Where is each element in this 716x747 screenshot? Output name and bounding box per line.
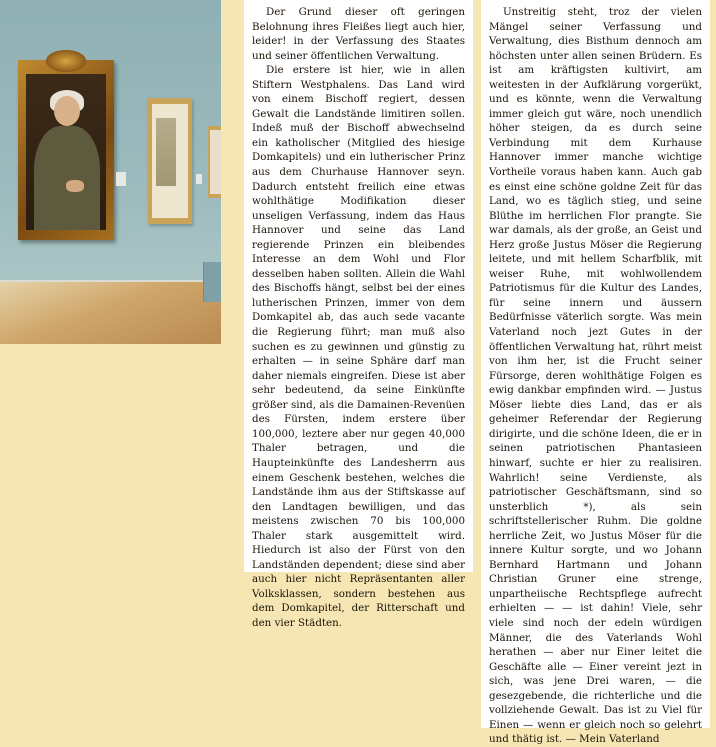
portrait-canvas	[26, 74, 106, 230]
side-frame-mat	[210, 130, 221, 194]
side-frame	[208, 126, 221, 198]
museum-photo	[0, 0, 221, 344]
portrait-hand	[66, 180, 84, 192]
wooden-floor	[0, 282, 221, 344]
text-column-right	[481, 0, 710, 746]
paragraph: Die erstere ist hier, wie in allen Stiftern Westphalens. Das Land wird von einem Bischoff regiert, dessen Gewalt die Landstände limitiren sollen. Indeß muß der Bischoff abwechselnd ein katholischer (Mitglied des hiesige Domkapitels) und ein lutherischer Prinz aus dem Churhause Hannover seyn. Dadurch entsteht freilich eine etwas wohlthätige Modifikation dieser unseligen Verfassung, indem das Haus Hannover und seine das Land regierende Prinzen ein bleibendes Interesse an dem Wohl und Flor desselben haben sollten. Allein die Wahl des Bischoffs hängt, selbst bei der eines lutherischen Prinzen, immer von dem Domkapitel ab, das auch sede vacante die Regierung führt; man muß also suchen es zu gewinnen und günstig zu erhalten — in seine Sphäre darf man daher niemals eingreifen. Diese ist aber sehr bedeutend, da seine Einkünfte größer sind, als die Damainen-Revenüen des Fürsten, indem erstere über 100,000, leztere aber nur gegen 40,000 Thaler betragen, und die Haupteinkünfte des Landesherrn aus einem Geschenk bestehen, welches die Landstände ihm aus der Stiftskasse auf den Landtagen bewilligen, und das meistens zwischen 70 bis 100,000 Thaler stark ausgemittelt wird. Hiedurch ist also der Fürst von den Landständen dependent; diese sind aber auch hier nicht Repräsentanten aller Volksklassen, sondern bestehen aus dem Domkapitel, der Ritterschaft und den vier Städten.	[252, 64, 465, 629]
wall-label-2	[196, 174, 202, 184]
portrait-coat	[34, 126, 100, 230]
wall-label	[116, 172, 126, 186]
portrait-painting	[18, 60, 114, 240]
portrait-head	[54, 96, 80, 126]
frame-crest	[46, 50, 86, 72]
paragraph: Unstreitig steht, troz der vielen Mängel seiner Verfassung und Verwaltung, dies Bisthum dennoch am höchsten unter allen seinen Brüdern. Es ist am kräftigsten kultivirt, am weitesten in der Aufklärung vorgerükt, und es könnte, wenn die Verwaltung immer gleich gut wäre, noch unendlich höher steigen, da es durch seine Verbindung mit dem Kurhause Hannover immer manche wichtige Vortheile voraus haben kann. Auch gab es einst eine schöne goldne Zeit für das Land, wo es täglich stieg, und seine Blüthe im herrlichen Flor prangte. Sie war damals, als der große, an Geist und Herz große Justus Möser die Regierung leitete, und mit hellem Scharfblik, mit weiser Ruhe, mit wohlwollendem Patriotismus für die Kultur des Landes, für seine innern und äussern Bedürfnisse väterlich sorgte. Was mein Vaterland noch jezt Gutes in der öffentlichen Verwaltung hat, rührt meist von ihm her, ist die Frucht seiner Fürsorge, deren wohlthätige Folgen es ewig dankbar empfinden wird. — Justus Möser liebte dies Land, das er als geheimer Referendar der Regierung dirigirte, und die schöne Ideen, die er in seinen patriotischen Phantasieen hinwarf, suchte er hier zu realisiren. Wahrlich! seine Verdienste, als patriotischer Geschäftsmann, sind so unsterblich *), als sein schriftstellerischer Ruhm. Die goldne herrliche Zeit, wo Justus Möser für die innere Kultur sorgte, und wo Johann Bernhard Hartmann und Johann Christian Gruner eine strenge, unpartheiische Rechtspflege aufrecht erhielten — — ist dahin! Viele, sehr viele sind noch der edeln würdigen Männer, die des Vaterlands Wohl herathen — aber nur Einer leitet die Geschäfte alle — Einer vereint jezt in sich, was jene Drei waren, — die gesezgebende, die richterliche und die vollziehende Gewalt. Das ist zu Viel für Einen — wenn er gleich noch so gelehrt und thätig ist. — Mein Vaterland	[489, 6, 702, 746]
paragraph: Der Grund dieser oft geringen Belohnung ihres Fleißes liegt auch hier, leider! in der Verfassung des Staates und seiner öffentlichen Verwaltung.	[252, 6, 465, 62]
map-print	[156, 118, 176, 186]
text-column-middle	[244, 0, 473, 629]
map-print-frame	[148, 98, 192, 224]
display-pedestal	[203, 262, 221, 302]
